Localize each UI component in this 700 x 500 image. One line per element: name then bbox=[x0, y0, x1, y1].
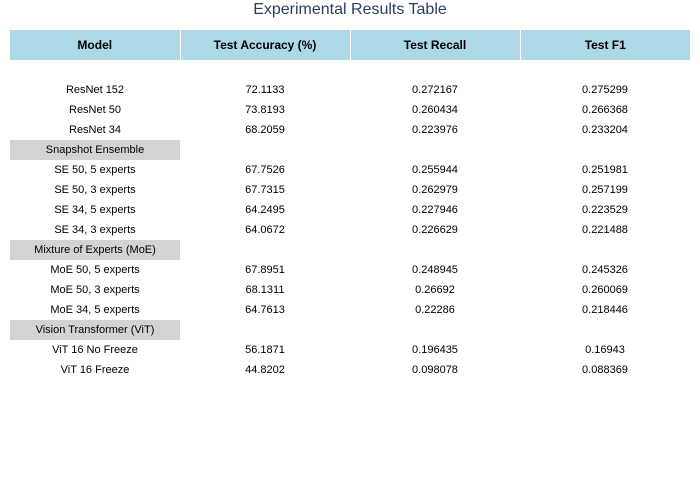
cell-model: MoE 50, 5 experts bbox=[50, 264, 140, 276]
group-label: Vision Transformer (ViT) bbox=[10, 320, 180, 340]
cell-test-recall: 0.098078 bbox=[412, 364, 458, 376]
cell-test-accuracy: 64.7613 bbox=[245, 304, 285, 316]
header-test-accuracy: Test Accuracy (%) bbox=[180, 30, 350, 60]
cell-test-accuracy: 67.8951 bbox=[245, 264, 285, 276]
cell-test-accuracy: 68.2059 bbox=[245, 124, 285, 136]
cell-model: ResNet 152 bbox=[65, 84, 125, 96]
cell-test-f1: 0.221488 bbox=[582, 224, 628, 236]
cell-test-f1: 0.275299 bbox=[582, 84, 628, 96]
cell-test-accuracy: 72.1133 bbox=[245, 84, 285, 96]
spacer-row bbox=[10, 60, 690, 80]
cell-test-f1: 0.088369 bbox=[582, 364, 628, 376]
cell-model: ViT 16 No Freeze bbox=[52, 344, 138, 356]
cell-test-f1: 0.245326 bbox=[582, 264, 628, 276]
table-row bbox=[10, 340, 690, 360]
cell-test-recall: 0.227946 bbox=[412, 204, 458, 216]
cell-test-f1: 0.260069 bbox=[582, 284, 628, 296]
empty-cell bbox=[520, 320, 690, 340]
cell-test-f1: 0.266368 bbox=[582, 104, 628, 116]
group-header-row bbox=[10, 140, 690, 160]
cell-test-recall: 0.260434 bbox=[412, 104, 458, 116]
cell-model: ViT 16 Freeze bbox=[60, 364, 130, 376]
cell-model: ResNet 50 bbox=[69, 104, 121, 116]
group-header-row bbox=[10, 320, 690, 340]
cell-test-accuracy: 44.8202 bbox=[245, 364, 285, 376]
table-row bbox=[10, 180, 690, 200]
empty-cell bbox=[350, 140, 520, 160]
cell-test-recall: 0.262979 bbox=[412, 184, 458, 196]
header-model: Model bbox=[10, 30, 180, 60]
empty-cell bbox=[520, 140, 690, 160]
empty-cell bbox=[520, 240, 690, 260]
cell-model: SE 50, 5 experts bbox=[54, 164, 136, 176]
empty-cell bbox=[180, 240, 350, 260]
cell-test-f1: 0.251981 bbox=[582, 164, 628, 176]
empty-cell bbox=[350, 320, 520, 340]
cell-test-recall: 0.26692 bbox=[415, 284, 455, 296]
results-table bbox=[10, 30, 690, 380]
cell-test-accuracy: 67.7526 bbox=[245, 164, 285, 176]
table-title: Experimental Results Table bbox=[253, 1, 447, 18]
group-header-row bbox=[10, 240, 690, 260]
cell-test-accuracy: 56.1871 bbox=[245, 344, 285, 356]
table-row bbox=[10, 100, 690, 120]
cell-model: ResNet 34 bbox=[69, 124, 121, 136]
cell-test-f1: 0.16943 bbox=[585, 344, 625, 356]
empty-cell bbox=[180, 140, 350, 160]
cell-model: SE 34, 5 experts bbox=[54, 204, 136, 216]
table-row bbox=[10, 200, 690, 220]
empty-cell bbox=[180, 320, 350, 340]
table-row bbox=[10, 300, 690, 320]
cell-model: SE 50, 3 experts bbox=[54, 184, 136, 196]
cell-test-accuracy: 68.1311 bbox=[245, 284, 285, 296]
cell-test-f1: 0.257199 bbox=[582, 184, 628, 196]
empty-cell bbox=[350, 240, 520, 260]
table-row bbox=[10, 120, 690, 140]
cell-test-recall: 0.223976 bbox=[412, 124, 458, 136]
cell-test-f1: 0.218446 bbox=[582, 304, 628, 316]
cell-model: MoE 50, 3 experts bbox=[50, 284, 140, 296]
cell-test-accuracy: 64.2495 bbox=[245, 204, 285, 216]
group-label: Snapshot Ensemble bbox=[10, 140, 180, 160]
table-row bbox=[10, 80, 690, 100]
table-row bbox=[10, 360, 690, 380]
cell-test-f1: 0.233204 bbox=[582, 124, 628, 136]
header-test-f1: Test F1 bbox=[520, 30, 690, 60]
table-row bbox=[10, 220, 690, 240]
header-test-recall: Test Recall bbox=[350, 30, 520, 60]
cell-test-recall: 0.226629 bbox=[412, 224, 458, 236]
spacer-cell bbox=[10, 60, 690, 80]
table-row bbox=[10, 260, 690, 280]
cell-test-accuracy: 64.0672 bbox=[245, 224, 285, 236]
cell-test-recall: 0.248945 bbox=[412, 264, 458, 276]
table-row bbox=[10, 280, 690, 300]
cell-test-recall: 0.22286 bbox=[415, 304, 455, 316]
cell-test-f1: 0.223529 bbox=[582, 204, 628, 216]
cell-model: SE 34, 3 experts bbox=[54, 224, 136, 236]
header-row bbox=[10, 30, 690, 60]
cell-model: MoE 34, 5 experts bbox=[50, 304, 140, 316]
table-row bbox=[10, 160, 690, 180]
table-body bbox=[10, 60, 690, 380]
cell-test-accuracy: 67.7315 bbox=[245, 184, 285, 196]
cell-test-recall: 0.196435 bbox=[412, 344, 458, 356]
cell-test-recall: 0.255944 bbox=[412, 164, 458, 176]
cell-test-recall: 0.272167 bbox=[412, 84, 458, 96]
cell-test-accuracy: 73.8193 bbox=[245, 104, 285, 116]
group-label: Mixture of Experts (MoE) bbox=[10, 240, 180, 260]
